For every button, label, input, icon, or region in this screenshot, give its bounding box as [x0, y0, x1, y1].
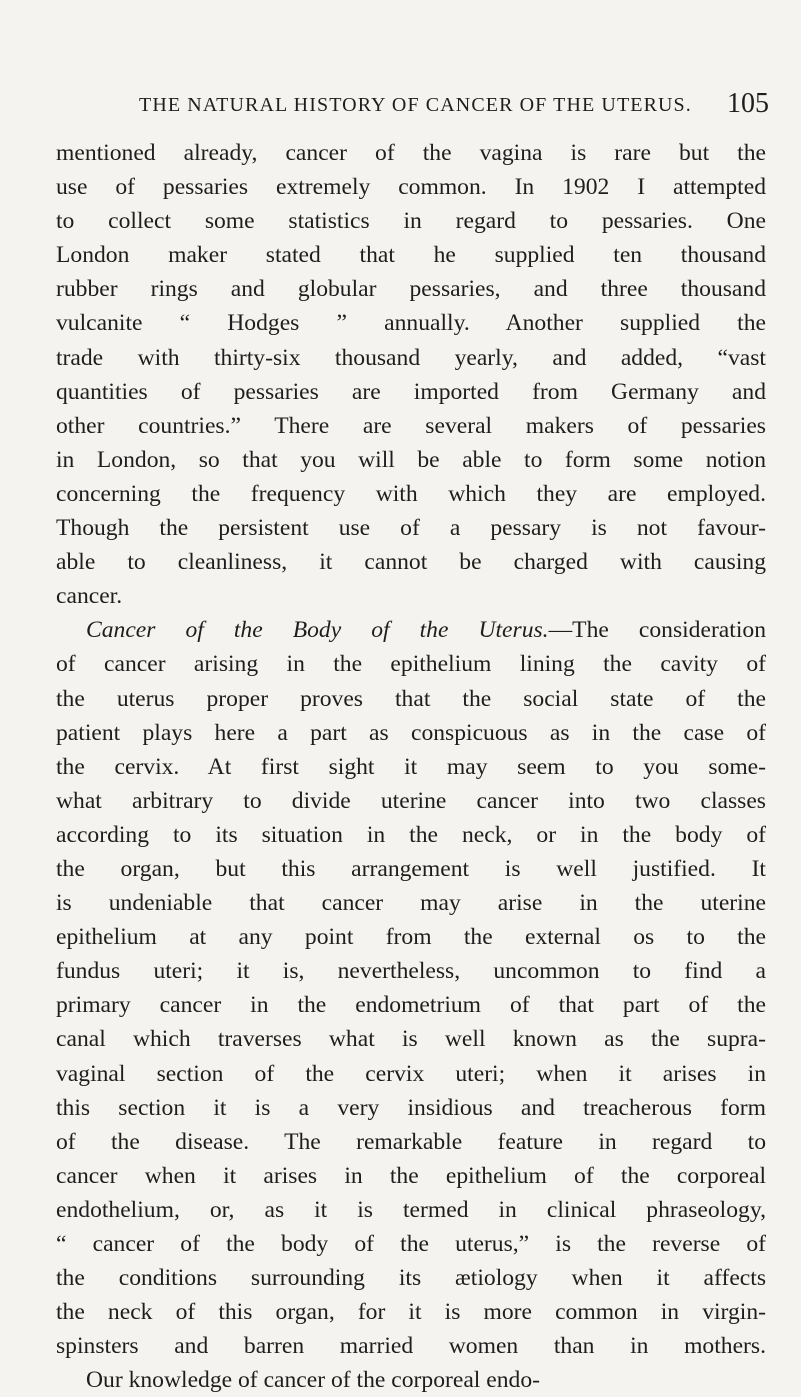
text-line: the organ, but this arrangement is well justified. It: [56, 855, 766, 882]
text-line: this section it is a very insidious and treacherous form: [56, 1094, 766, 1121]
section-heading-line: [56, 613, 766, 647]
text-line: quantities of pessaries are imported from Germany and: [56, 378, 766, 405]
text-line: cancer when it arises in the epithelium of the corporeal: [56, 1162, 766, 1189]
text-line: what arbitrary to divide uterine cancer into two classes: [56, 787, 766, 814]
text-line: endothelium, or, as it is termed in clinical phraseology,: [56, 1196, 766, 1223]
text-line: “ cancer of the body of the uterus,” is the reverse of: [56, 1231, 766, 1257]
text-line: vulcanite “ Hodges ” annually. Another supplied the: [56, 310, 766, 337]
section-heading-continuation: —The consideration: [548, 617, 766, 644]
running-head: THE NATURAL HISTORY OF CANCER OF THE UTERUS.: [139, 94, 692, 116]
text-line: the neck of this organ, for it is more common in virgin-: [56, 1299, 766, 1326]
text-line: trade with thirty-six thousand yearly, and added, “vast: [56, 344, 766, 371]
text-line: Our knowledge of cancer of the corporeal endo-: [86, 1367, 540, 1394]
text-line: vaginal section of the cervix uteri; when it arises in: [56, 1060, 766, 1087]
text-line: spinsters and barren married women than in mothers.: [56, 1333, 766, 1360]
text-line: primary cancer in the endometrium of that part of the: [56, 992, 766, 1019]
text-line: concerning the frequency with which they are employed.: [56, 480, 766, 507]
text-line: the conditions surrounding its ætiology when it affects: [56, 1265, 766, 1292]
text-line: London maker stated that he supplied ten thousand: [56, 242, 766, 269]
text-line: mentioned already, cancer of the vagina is rare but the: [56, 140, 766, 166]
text-line: able to cleanliness, it cannot be charged with causing: [56, 549, 766, 576]
text-line: rubber rings and globular pessaries, and three thousand: [56, 276, 766, 303]
text-line: fundus uteri; it is, nevertheless, uncommon to find a: [56, 958, 766, 985]
text-line: of the disease. The remarkable feature in regard to: [56, 1128, 766, 1155]
text-line: of cancer arising in the epithelium lining the cavity of: [56, 651, 766, 678]
text-line: in London, so that you will be able to form some notion: [56, 446, 766, 473]
page-number: 105: [727, 88, 769, 119]
body-text: [56, 136, 766, 1397]
text-line: epithelium at any point from the external os to the: [56, 924, 766, 951]
text-line: is undeniable that cancer may arise in the uterine: [56, 890, 766, 917]
text-line: canal which traverses what is well known as the supra-: [56, 1026, 766, 1053]
text-line: to collect some statistics in regard to pessaries. One: [56, 208, 766, 235]
text-line: use of pessaries extremely common. In 1902 I attempted: [56, 174, 766, 201]
paragraph-end-line: cancer.: [56, 583, 123, 610]
text-line: Though the persistent use of a pessary is not favour-: [56, 515, 766, 542]
section-title: Cancer of the Body of the Uterus.: [86, 617, 549, 644]
text-line: the uterus proper proves that the social state of the: [56, 685, 766, 712]
page-header: [139, 88, 769, 124]
text-line: the cervix. At first sight it may seem to you some-: [56, 753, 766, 780]
text-line: patient plays here a part as conspicuous as in the case of: [56, 719, 766, 746]
text-line: according to its situation in the neck, or in the body of: [56, 821, 766, 848]
text-line: other countries.” There are several makers of pessaries: [56, 412, 766, 439]
